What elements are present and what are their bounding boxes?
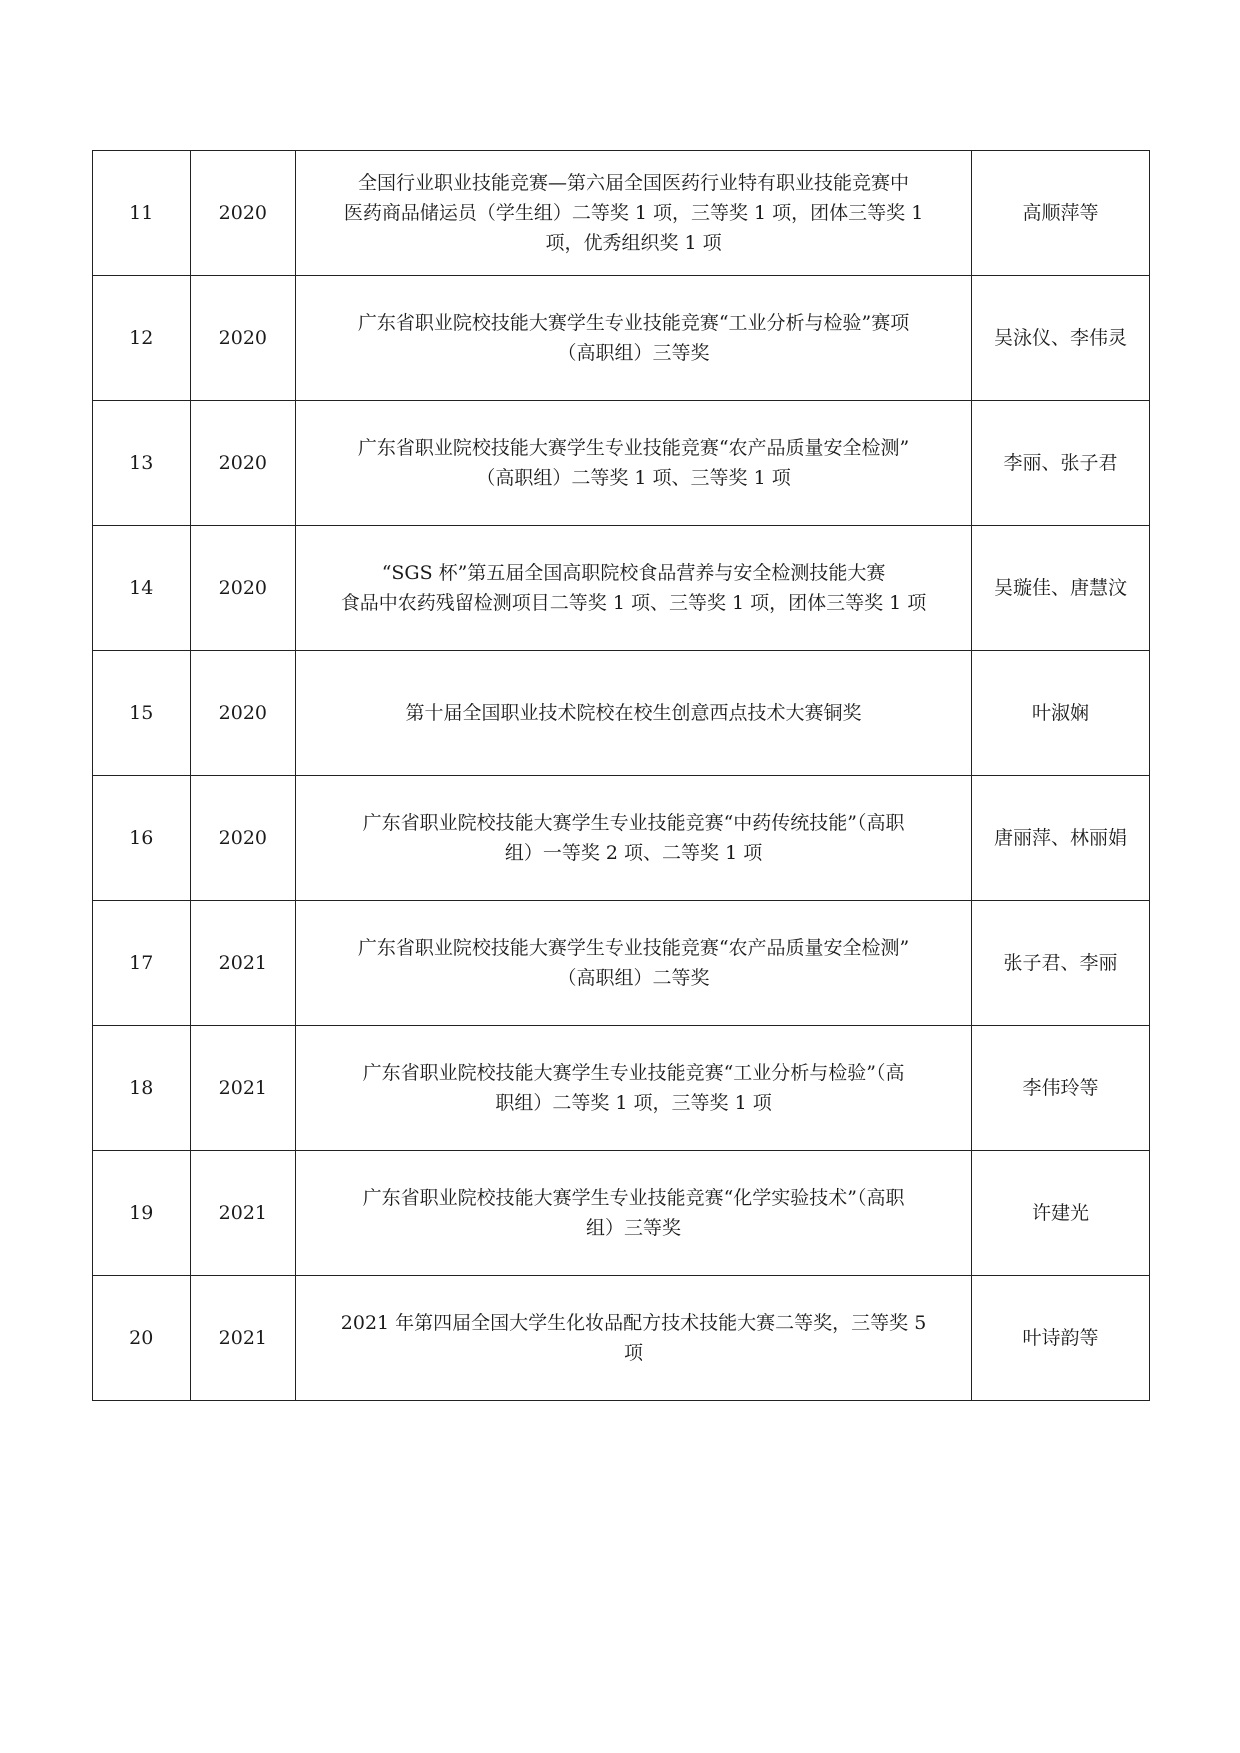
- row-number-cell: 14: [93, 526, 191, 651]
- row-number-cell: 20: [93, 1276, 191, 1401]
- year-cell: 2020: [190, 526, 296, 651]
- award-line: 广东省职业院校技能大赛学生专业技能竞赛“农产品质量安全检测”: [357, 437, 910, 459]
- row-number-cell: 17: [93, 901, 191, 1026]
- award-line: 医药商品储运员（学生组）二等奖 1 项，三等奖 1 项，团体三等奖 1: [343, 202, 924, 224]
- award-cell: [296, 1151, 972, 1276]
- table-row: [93, 776, 1150, 901]
- year-cell: 2020: [190, 276, 296, 401]
- winner-name-cell: 李伟玲等: [971, 1026, 1149, 1151]
- award-cell: [296, 401, 972, 526]
- award-cell: [296, 776, 972, 901]
- year-cell: 2020: [190, 401, 296, 526]
- winner-name-cell: 张子君、李丽: [971, 901, 1149, 1026]
- award-line: 职组）二等奖 1 项，三等奖 1 项: [495, 1092, 772, 1114]
- table-row: [93, 1151, 1150, 1276]
- award-line: 项: [624, 1342, 644, 1364]
- table-row: [93, 1026, 1150, 1151]
- award-line: （高职组）二等奖: [557, 967, 710, 989]
- winner-name-cell: 吴璇佳、唐慧汶: [971, 526, 1149, 651]
- winner-name-cell: 李丽、张子君: [971, 401, 1149, 526]
- award-line: 全国行业职业技能竞赛—第六届全国医药行业特有职业技能竞赛中: [358, 172, 910, 194]
- year-cell: 2021: [190, 1026, 296, 1151]
- award-line: 组）三等奖: [586, 1217, 682, 1239]
- award-cell: [296, 1026, 972, 1151]
- awards-table: [92, 150, 1150, 1401]
- table-row: [93, 526, 1150, 651]
- row-number-cell: 12: [93, 276, 191, 401]
- table-row: [93, 151, 1150, 276]
- year-cell: 2021: [190, 1151, 296, 1276]
- award-cell: [296, 651, 972, 776]
- table-row: [93, 1276, 1150, 1401]
- award-line: （高职组）三等奖: [557, 342, 710, 364]
- awards-table-body: [93, 151, 1150, 1401]
- award-line: 2021 年第四届全国大学生化妆品配方技术技能大赛二等奖，三等奖 5: [340, 1312, 927, 1334]
- winner-name-cell: 高顺萍等: [971, 151, 1149, 276]
- year-cell: 2020: [190, 776, 296, 901]
- award-cell: [296, 1276, 972, 1401]
- row-number-cell: 18: [93, 1026, 191, 1151]
- year-cell: 2021: [190, 901, 296, 1026]
- year-cell: 2020: [190, 651, 296, 776]
- award-line: 广东省职业院校技能大赛学生专业技能竞赛“化学实验技术”（高职: [362, 1187, 905, 1209]
- award-line: 广东省职业院校技能大赛学生专业技能竞赛“中药传统技能”（高职: [362, 812, 905, 834]
- year-cell: 2020: [190, 151, 296, 276]
- award-line: 广东省职业院校技能大赛学生专业技能竞赛“工业分析与检验”（高: [362, 1062, 905, 1084]
- award-cell: [296, 901, 972, 1026]
- winner-name-cell: 叶诗韵等: [971, 1276, 1149, 1401]
- winner-name-cell: 吴泳仪、李伟灵: [971, 276, 1149, 401]
- row-number-cell: 16: [93, 776, 191, 901]
- table-row: [93, 901, 1150, 1026]
- award-line: 广东省职业院校技能大赛学生专业技能竞赛“农产品质量安全检测”: [357, 937, 910, 959]
- award-line: “SGS 杯”第五届全国高职院校食品营养与安全检测技能大赛: [381, 562, 886, 584]
- award-line: 组）一等奖 2 项、二等奖 1 项: [504, 842, 763, 864]
- winner-name-cell: 叶淑娴: [971, 651, 1149, 776]
- year-cell: 2021: [190, 1276, 296, 1401]
- award-line: 第十届全国职业技术院校在校生创意西点技术大赛铜奖: [405, 702, 862, 724]
- row-number-cell: 19: [93, 1151, 191, 1276]
- award-cell: [296, 151, 972, 276]
- row-number-cell: 13: [93, 401, 191, 526]
- row-number-cell: 11: [93, 151, 191, 276]
- winner-name-cell: 许建光: [971, 1151, 1149, 1276]
- table-row: [93, 276, 1150, 401]
- row-number-cell: 15: [93, 651, 191, 776]
- table-row: [93, 401, 1150, 526]
- winner-name-cell: 唐丽萍、林丽娟: [971, 776, 1149, 901]
- award-cell: [296, 526, 972, 651]
- award-cell: [296, 276, 972, 401]
- award-line: 广东省职业院校技能大赛学生专业技能竞赛“工业分析与检验”赛项: [357, 312, 910, 334]
- award-line: （高职组）二等奖 1 项、三等奖 1 项: [476, 467, 791, 489]
- table-row: [93, 651, 1150, 776]
- award-line: 食品中农药残留检测项目二等奖 1 项、三等奖 1 项，团体三等奖 1 项: [340, 592, 927, 614]
- award-line: 项，优秀组织奖 1 项: [545, 232, 722, 254]
